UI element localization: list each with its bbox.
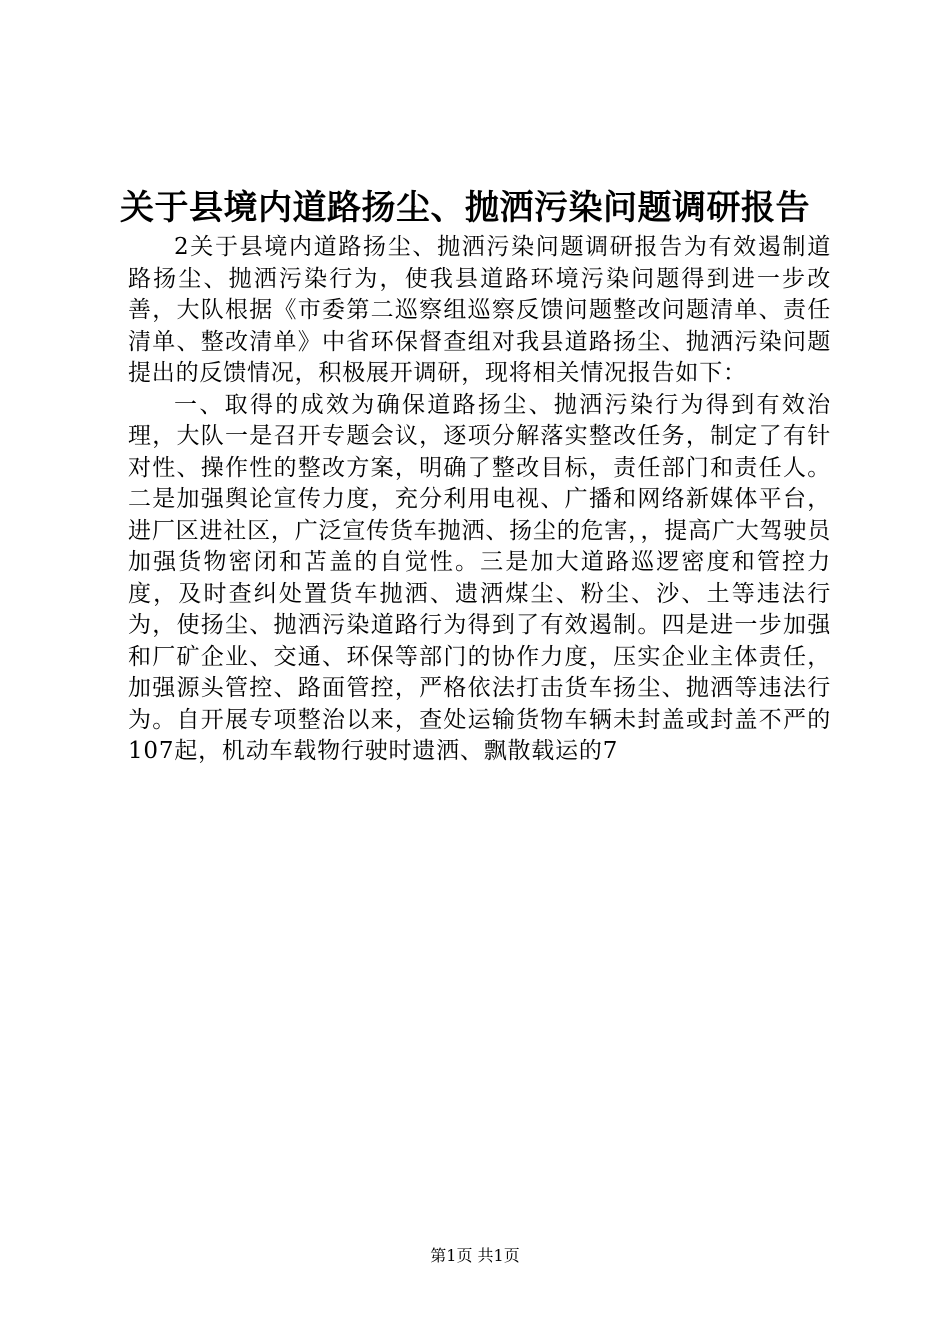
document-title: 关于县境内道路扬尘、抛洒污染问题调研报告 — [120, 188, 810, 228]
page-footer: 第1页 共1页 — [430, 1246, 520, 1265]
paragraph-achievements: 一、取得的成效为确保道路扬尘、抛洒污染行为得到有效治理，大队一是召开专题会议，逐项分解落实整改任务，制定了有针对性、操作性的整改方案，明确了整改目标，责任部门和责任人。二是加强舆论宣传力度，充分利用电视、广播和网络新媒体平台，进厂区进社区，广泛宣传货车抛洒、扬尘的危害，，提高广大驾驶员加强货物密闭和苫盖的自觉性。三是加大道路巡逻密度和管控力度，及时查纠处置货车抛洒、遗洒煤尘、粉尘、沙、土等违法行为，使扬尘、抛洒污染道路行为得到了有效遏制。四是进一步加强和厂矿企业、交通、环保等部门的协作力度，压实企业主体责任，加强源头管控、路面管控，严格依法打击货车扬尘、抛洒等违法行为。自开展专项整治以来，查处运输货物车辆未封盖或封盖不严的107起，机动车载物行驶时遗洒、飘散载运的7 — [128, 391, 831, 764]
document-body — [128, 232, 831, 768]
paragraph-intro: 2关于县境内道路扬尘、抛洒污染问题调研报告为有效遏制道路扬尘、抛洒污染行为，使我县道路环境污染问题得到进一步改善，大队根据《市委第二巡察组巡察反馈问题整改问题清单、责任清单、整改清单》中省环保督查组对我县道路扬尘、抛洒污染问题提出的反馈情况，积极展开调研，现将相关情况报告如下： — [128, 234, 831, 386]
